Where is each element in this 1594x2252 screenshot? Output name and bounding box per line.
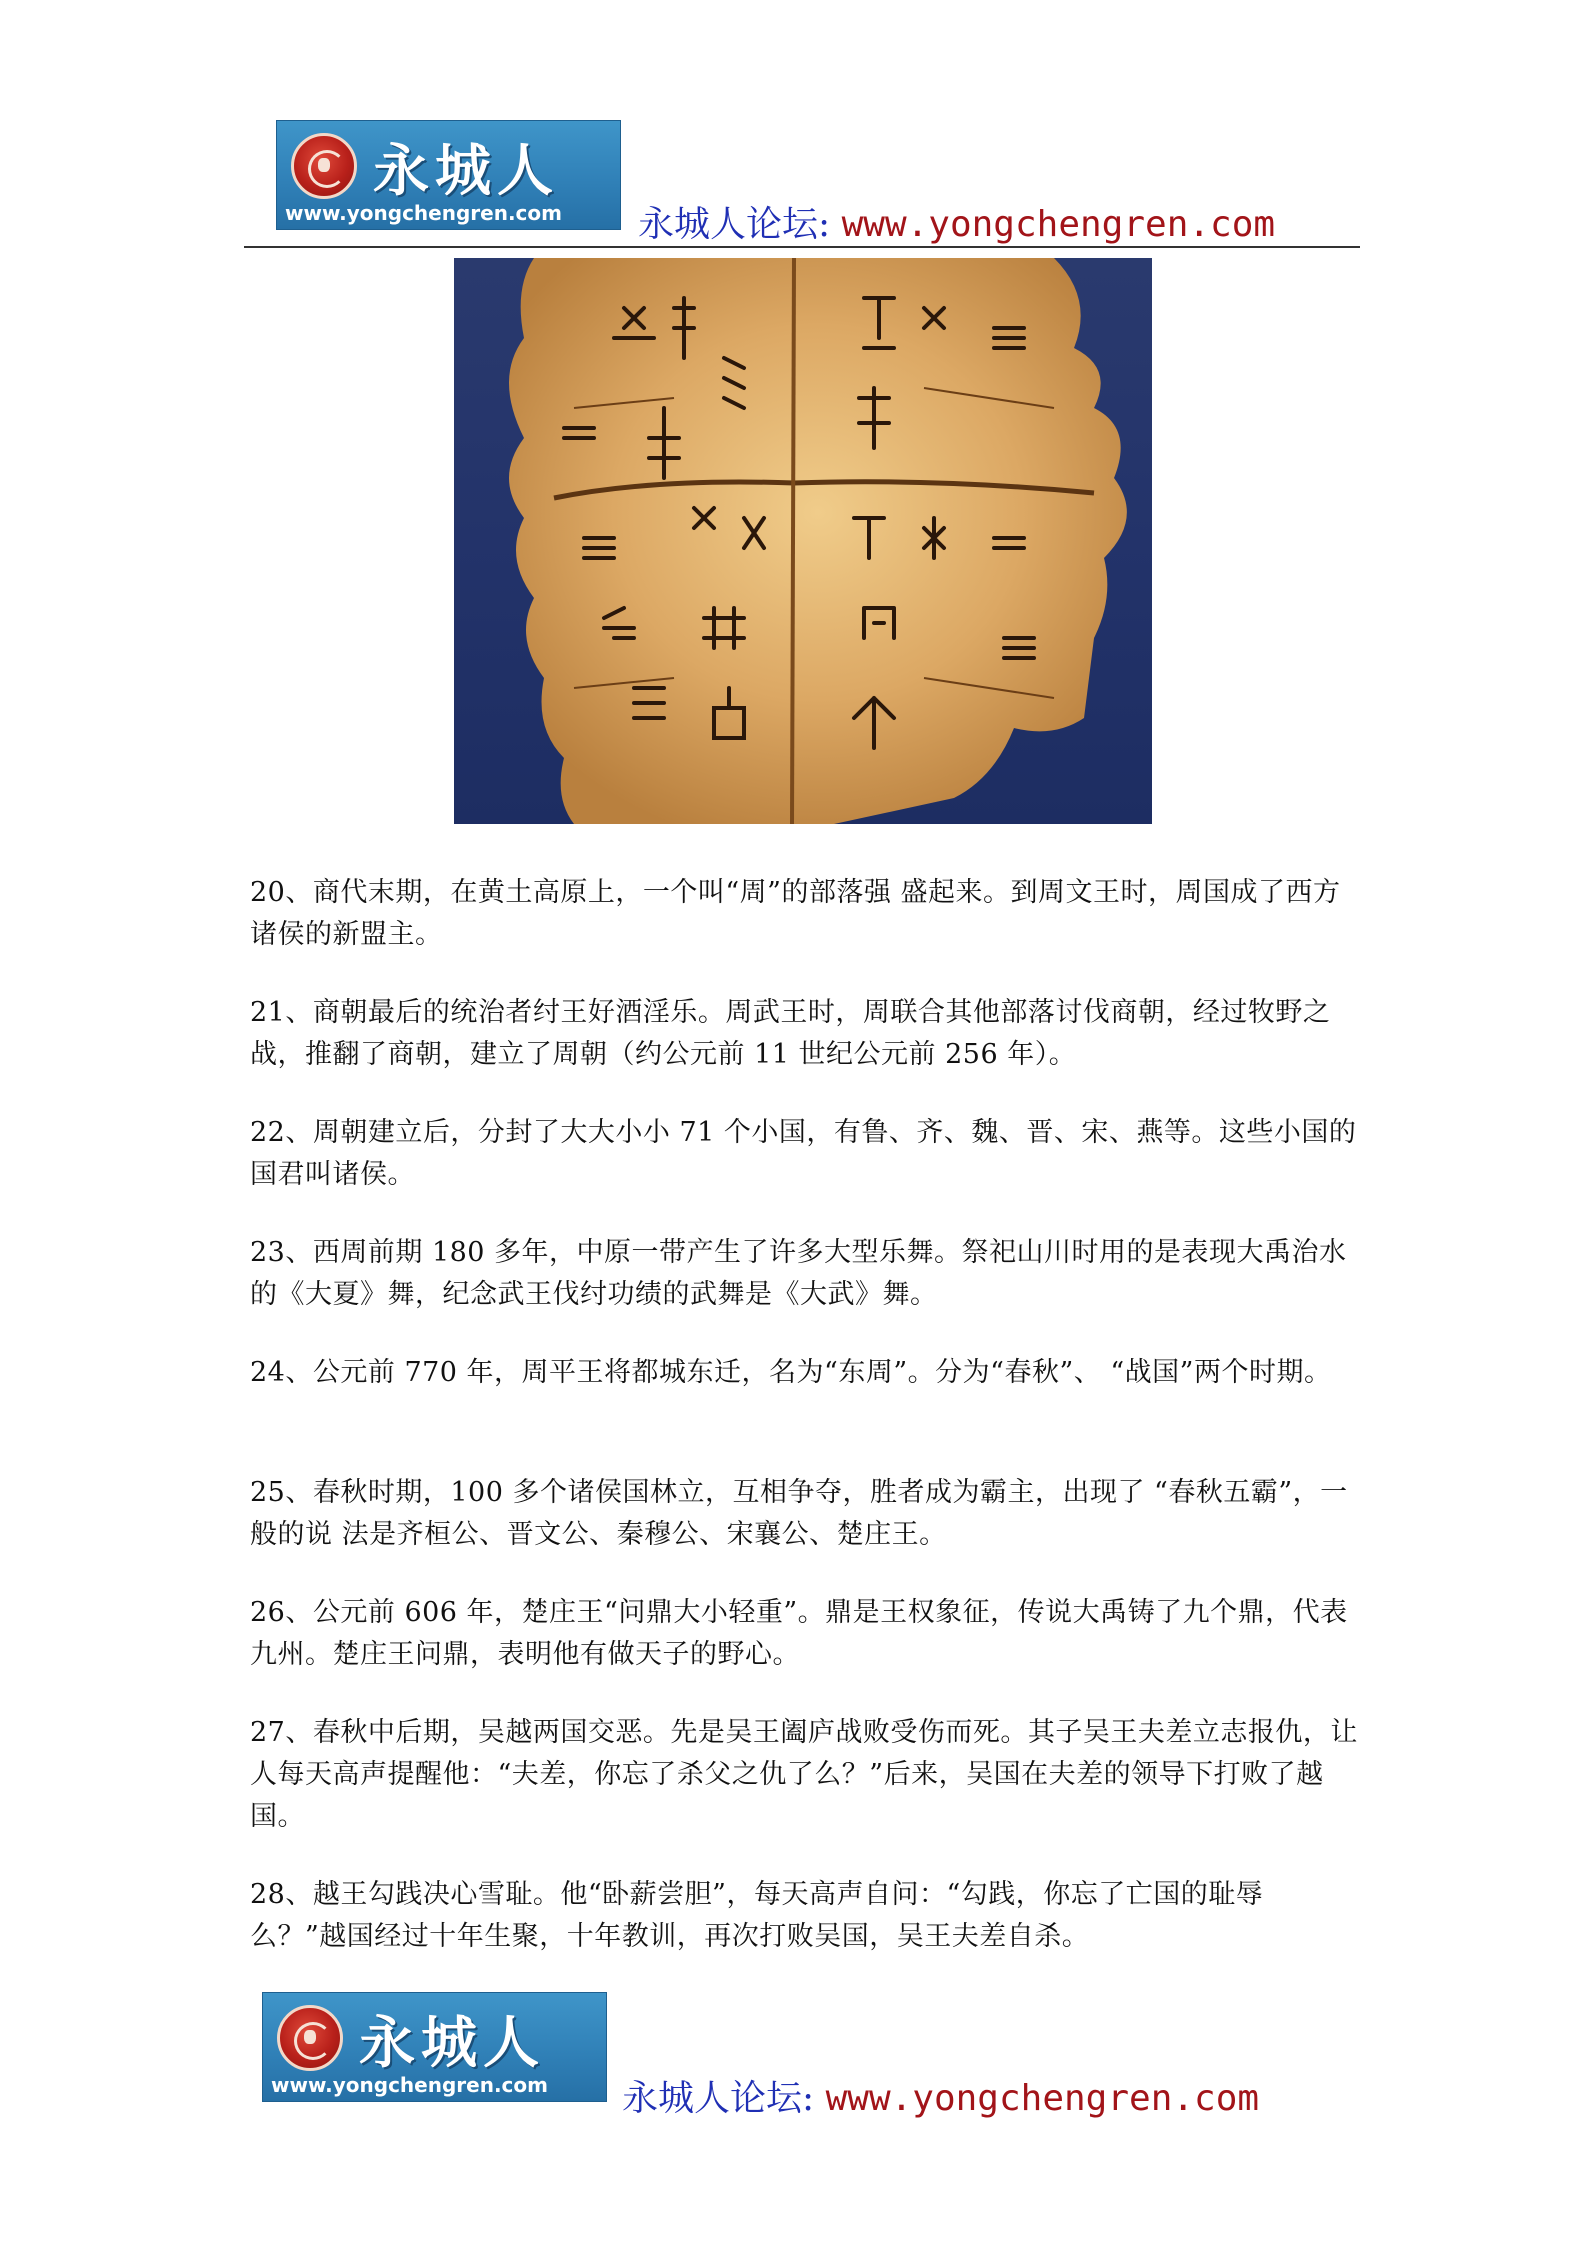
seal-logo-icon [291,133,357,199]
header-divider [244,246,1360,248]
paragraph-21: 21、商朝最后的统治者纣王好酒淫乐。周武王时，周联合其他部落讨伐商朝，经过牧野之战，推翻了商朝，建立了周朝（约公元前 11 世纪公元前 256 年）。 [250,997,1331,1070]
forum-url[interactable]: www.yongchengren.com [841,204,1276,245]
oracle-bone-image [454,258,1152,824]
paragraph-28: 28、越王勾践决心雪耻。他“卧薪尝胆”，每天高声自问：“勾践，你忘了亡国的耻辱么？”越国经过十年生聚，十年教训，再次打败吴国，吴王夫差自杀。 [250,1879,1264,1952]
paragraph-24: 24、公元前 770 年，周平王将都城东迁，名为“东周”。分为“春秋”、 “战国”两个时期。 [250,1357,1332,1388]
header-logo-banner[interactable] [276,120,621,230]
footer-logo-banner[interactable] [262,1992,607,2102]
forum-url[interactable]: www.yongchengren.com [825,2078,1260,2119]
paragraph-25: 25、春秋时期，100 多个诸侯国林立，互相争夺，胜者成为霸主，出现了 “春秋五霸”，一般的说 法是齐桓公、晋文公、秦穆公、宋襄公、楚庄王。 [250,1477,1348,1550]
forum-label: 永城人论坛: [622,2078,815,2119]
paragraph-27: 27、春秋中后期，吴越两国交恶。先是吴王阖庐战败受伤而死。其子吴王夫差立志报仇，让人每天高声提醒他：“夫差，你忘了杀父之仇了么？”后来，吴国在夫差的领导下打败了越国。 [250,1717,1358,1832]
logo-url: www.yongchengren.com [271,2073,548,2097]
seal-logo-icon [277,2005,343,2071]
logo-url: www.yongchengren.com [285,201,562,225]
logo-title: 永城人 [359,2011,545,2076]
paragraph-22: 22、周朝建立后，分封了大大小小 71 个小国，有鲁、齐、魏、晋、宋、燕等。这些小国的国君叫诸侯。 [250,1117,1357,1190]
logo-title: 永城人 [373,139,559,204]
header-forum-link[interactable] [638,196,1275,247]
paragraph-23: 23、西周前期 180 多年，中原一带产生了许多大型乐舞。祭祀山川时用的是表现大禹治水的《大夏》舞，纪念武王伐纣功绩的武舞是《大武》舞。 [250,1237,1347,1310]
paragraph-26: 26、公元前 606 年，楚庄王“问鼎大小轻重”。鼎是王权象征，传说大禹铸了九个鼎，代表九州。楚庄王问鼎，表明他有做天子的野心。 [250,1597,1348,1670]
forum-label: 永城人论坛: [638,204,831,245]
footer-forum-link[interactable] [622,2070,1259,2121]
paragraph-20: 20、商代末期，在黄土高原上，一个叫“周”的部落强 盛起来。到周文王时，周国成了西方诸侯的新盟主。 [250,877,1341,950]
